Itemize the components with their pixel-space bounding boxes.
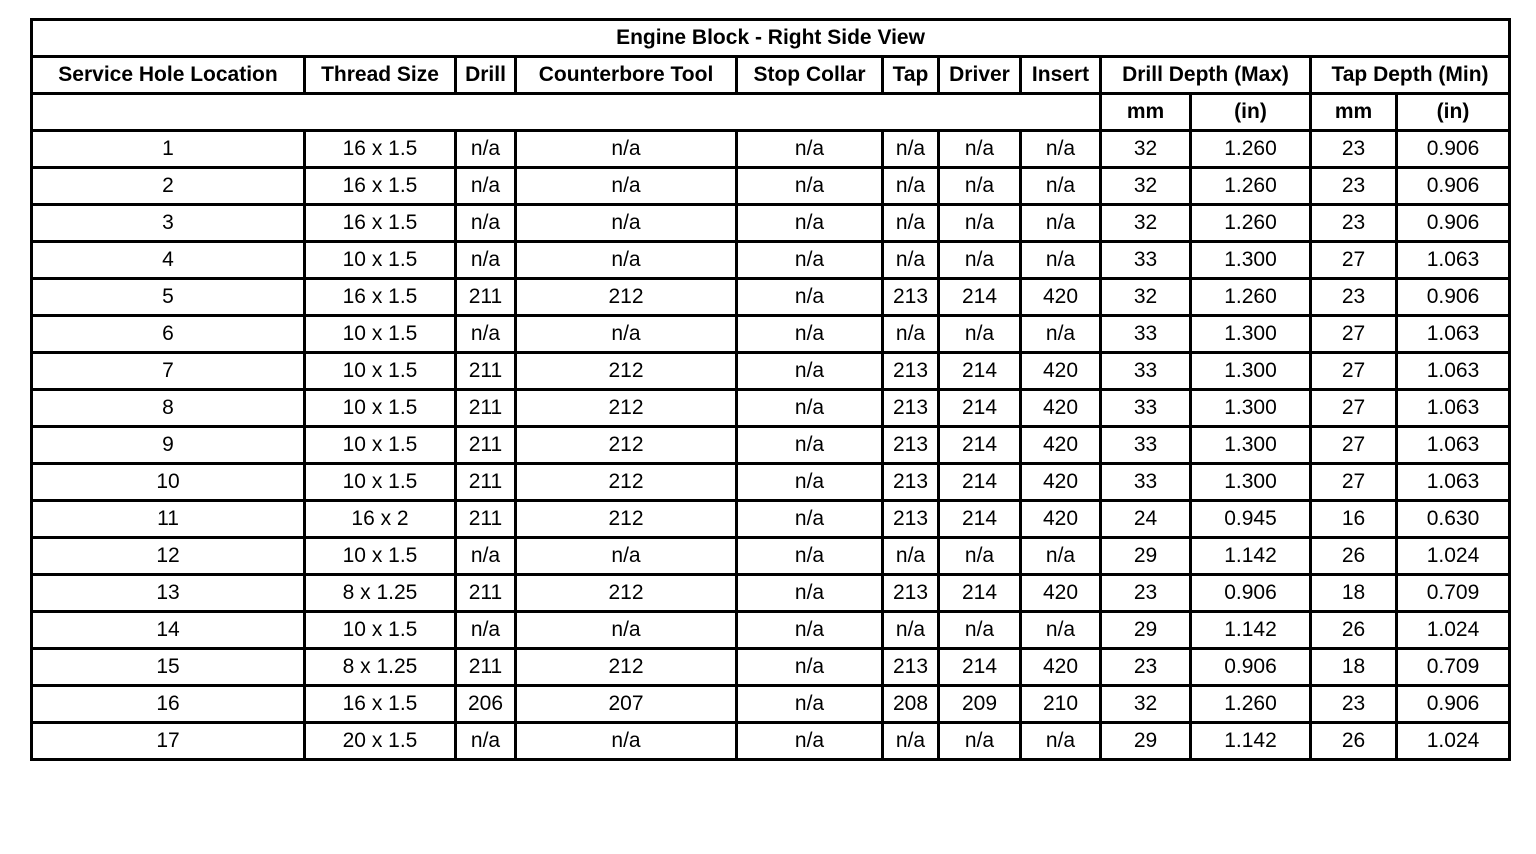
- tap-depth-in-cell: 1.063: [1397, 353, 1510, 390]
- drill-depth-in-cell: 1.300: [1191, 316, 1311, 353]
- service-hole-location-cell: 16: [32, 686, 305, 723]
- drill-depth-in-cell: 0.906: [1191, 649, 1311, 686]
- drill-depth-in-cell: 0.945: [1191, 501, 1311, 538]
- unit-tap-mm: mm: [1311, 94, 1397, 131]
- thread-size-cell: 10 x 1.5: [305, 242, 456, 279]
- stop-collar-cell: n/a: [737, 316, 883, 353]
- tap-depth-mm-cell: 27: [1311, 390, 1397, 427]
- counterbore-tool-cell: 212: [516, 427, 737, 464]
- engine-block-spec-table: [30, 18, 1511, 761]
- tap-depth-in-cell: 1.063: [1397, 464, 1510, 501]
- drill-cell: 211: [456, 575, 516, 612]
- drill-depth-mm-cell: 33: [1101, 464, 1191, 501]
- service-hole-location-cell: 5: [32, 279, 305, 316]
- tap-depth-mm-cell: 16: [1311, 501, 1397, 538]
- tap-depth-mm-cell: 27: [1311, 242, 1397, 279]
- drill-depth-mm-cell: 33: [1101, 427, 1191, 464]
- tap-cell: n/a: [883, 612, 939, 649]
- service-hole-location-cell: 2: [32, 168, 305, 205]
- driver-cell: 214: [939, 464, 1021, 501]
- thread-size-cell: 10 x 1.5: [305, 353, 456, 390]
- thread-size-cell: 10 x 1.5: [305, 612, 456, 649]
- tap-depth-in-cell: 0.630: [1397, 501, 1510, 538]
- drill-depth-mm-cell: 29: [1101, 612, 1191, 649]
- counterbore-tool-cell: 212: [516, 575, 737, 612]
- tap-depth-mm-cell: 23: [1311, 686, 1397, 723]
- tap-depth-in-cell: 0.906: [1397, 168, 1510, 205]
- drill-depth-mm-cell: 29: [1101, 538, 1191, 575]
- tap-depth-mm-cell: 26: [1311, 612, 1397, 649]
- thread-size-cell: 8 x 1.25: [305, 649, 456, 686]
- drill-cell: n/a: [456, 612, 516, 649]
- insert-cell: n/a: [1021, 612, 1101, 649]
- counterbore-tool-cell: n/a: [516, 205, 737, 242]
- drill-depth-mm-cell: 32: [1101, 279, 1191, 316]
- counterbore-tool-cell: 212: [516, 649, 737, 686]
- thread-size-cell: 10 x 1.5: [305, 464, 456, 501]
- col-header-insert: Insert: [1021, 57, 1101, 94]
- driver-cell: n/a: [939, 538, 1021, 575]
- table-row: [32, 649, 1510, 686]
- tap-cell: 213: [883, 464, 939, 501]
- tap-depth-mm-cell: 26: [1311, 538, 1397, 575]
- driver-cell: 209: [939, 686, 1021, 723]
- drill-cell: 211: [456, 390, 516, 427]
- service-hole-location-cell: 3: [32, 205, 305, 242]
- drill-depth-in-cell: 1.300: [1191, 242, 1311, 279]
- tap-cell: n/a: [883, 723, 939, 760]
- drill-depth-mm-cell: 24: [1101, 501, 1191, 538]
- drill-depth-in-cell: 1.300: [1191, 427, 1311, 464]
- thread-size-cell: 10 x 1.5: [305, 538, 456, 575]
- thread-size-cell: 16 x 1.5: [305, 168, 456, 205]
- tap-depth-in-cell: 1.063: [1397, 427, 1510, 464]
- stop-collar-cell: n/a: [737, 390, 883, 427]
- insert-cell: n/a: [1021, 723, 1101, 760]
- tap-depth-in-cell: 1.024: [1397, 723, 1510, 760]
- drill-depth-in-cell: 1.300: [1191, 390, 1311, 427]
- thread-size-cell: 16 x 1.5: [305, 131, 456, 168]
- driver-cell: 214: [939, 649, 1021, 686]
- drill-depth-in-cell: 1.300: [1191, 464, 1311, 501]
- thread-size-cell: 16 x 1.5: [305, 279, 456, 316]
- driver-cell: n/a: [939, 723, 1021, 760]
- tap-depth-mm-cell: 27: [1311, 316, 1397, 353]
- thread-size-cell: 16 x 2: [305, 501, 456, 538]
- thread-size-cell: 16 x 1.5: [305, 686, 456, 723]
- stop-collar-cell: n/a: [737, 242, 883, 279]
- table-row: [32, 353, 1510, 390]
- tap-depth-in-cell: 0.906: [1397, 279, 1510, 316]
- service-hole-location-cell: 7: [32, 353, 305, 390]
- drill-depth-mm-cell: 23: [1101, 575, 1191, 612]
- counterbore-tool-cell: n/a: [516, 131, 737, 168]
- drill-cell: n/a: [456, 538, 516, 575]
- counterbore-tool-cell: n/a: [516, 242, 737, 279]
- col-header-thread-size: Thread Size: [305, 57, 456, 94]
- drill-depth-in-cell: 1.142: [1191, 538, 1311, 575]
- tap-depth-in-cell: 0.709: [1397, 575, 1510, 612]
- drill-depth-mm-cell: 33: [1101, 353, 1191, 390]
- unit-drill-mm: mm: [1101, 94, 1191, 131]
- stop-collar-cell: n/a: [737, 353, 883, 390]
- service-hole-location-cell: 4: [32, 242, 305, 279]
- insert-cell: 420: [1021, 279, 1101, 316]
- stop-collar-cell: n/a: [737, 686, 883, 723]
- table-body: [32, 131, 1510, 760]
- insert-cell: 420: [1021, 427, 1101, 464]
- stop-collar-cell: n/a: [737, 538, 883, 575]
- tap-cell: n/a: [883, 168, 939, 205]
- drill-depth-in-cell: 1.260: [1191, 205, 1311, 242]
- col-header-driver: Driver: [939, 57, 1021, 94]
- tap-cell: n/a: [883, 538, 939, 575]
- col-header-service-hole-location: Service Hole Location: [32, 57, 305, 94]
- drill-cell: n/a: [456, 316, 516, 353]
- insert-cell: n/a: [1021, 168, 1101, 205]
- drill-depth-mm-cell: 32: [1101, 205, 1191, 242]
- insert-cell: n/a: [1021, 205, 1101, 242]
- counterbore-tool-cell: 212: [516, 279, 737, 316]
- service-hole-location-cell: 6: [32, 316, 305, 353]
- tap-depth-mm-cell: 23: [1311, 205, 1397, 242]
- col-header-tap-depth-min: Tap Depth (Min): [1311, 57, 1510, 94]
- tap-depth-mm-cell: 26: [1311, 723, 1397, 760]
- drill-cell: n/a: [456, 131, 516, 168]
- stop-collar-cell: n/a: [737, 723, 883, 760]
- insert-cell: n/a: [1021, 242, 1101, 279]
- table-row: [32, 723, 1510, 760]
- drill-cell: 211: [456, 649, 516, 686]
- unit-tap-in: (in): [1397, 94, 1510, 131]
- tap-depth-mm-cell: 18: [1311, 575, 1397, 612]
- drill-cell: n/a: [456, 723, 516, 760]
- insert-cell: 420: [1021, 390, 1101, 427]
- driver-cell: 214: [939, 427, 1021, 464]
- drill-depth-in-cell: 1.142: [1191, 612, 1311, 649]
- table-row: [32, 131, 1510, 168]
- tap-depth-in-cell: 0.709: [1397, 649, 1510, 686]
- units-row-blank: [32, 94, 1101, 131]
- header-row: [32, 57, 1510, 94]
- tap-cell: 213: [883, 575, 939, 612]
- table-row: [32, 242, 1510, 279]
- thread-size-cell: 16 x 1.5: [305, 205, 456, 242]
- stop-collar-cell: n/a: [737, 464, 883, 501]
- drill-depth-mm-cell: 32: [1101, 686, 1191, 723]
- driver-cell: n/a: [939, 612, 1021, 649]
- tap-depth-in-cell: 1.063: [1397, 242, 1510, 279]
- counterbore-tool-cell: 212: [516, 390, 737, 427]
- table-row: [32, 612, 1510, 649]
- counterbore-tool-cell: n/a: [516, 723, 737, 760]
- tap-depth-in-cell: 1.024: [1397, 612, 1510, 649]
- tap-depth-mm-cell: 23: [1311, 168, 1397, 205]
- table-row: [32, 538, 1510, 575]
- tap-cell: n/a: [883, 242, 939, 279]
- tap-cell: 213: [883, 501, 939, 538]
- drill-cell: 211: [456, 353, 516, 390]
- driver-cell: n/a: [939, 168, 1021, 205]
- thread-size-cell: 8 x 1.25: [305, 575, 456, 612]
- tap-cell: 213: [883, 279, 939, 316]
- thread-size-cell: 10 x 1.5: [305, 390, 456, 427]
- thread-size-cell: 10 x 1.5: [305, 427, 456, 464]
- table-row: [32, 390, 1510, 427]
- stop-collar-cell: n/a: [737, 575, 883, 612]
- driver-cell: 214: [939, 575, 1021, 612]
- col-header-stop-collar: Stop Collar: [737, 57, 883, 94]
- drill-cell: 211: [456, 279, 516, 316]
- driver-cell: 214: [939, 390, 1021, 427]
- driver-cell: 214: [939, 279, 1021, 316]
- drill-depth-in-cell: 1.260: [1191, 279, 1311, 316]
- tap-depth-mm-cell: 18: [1311, 649, 1397, 686]
- tap-depth-mm-cell: 27: [1311, 353, 1397, 390]
- table-row: [32, 427, 1510, 464]
- drill-cell: n/a: [456, 205, 516, 242]
- tap-cell: 213: [883, 353, 939, 390]
- tap-cell: 213: [883, 427, 939, 464]
- counterbore-tool-cell: 212: [516, 464, 737, 501]
- tap-cell: 213: [883, 649, 939, 686]
- service-hole-location-cell: 8: [32, 390, 305, 427]
- insert-cell: 420: [1021, 575, 1101, 612]
- service-hole-location-cell: 10: [32, 464, 305, 501]
- tap-cell: 213: [883, 390, 939, 427]
- service-hole-location-cell: 11: [32, 501, 305, 538]
- tap-cell: n/a: [883, 205, 939, 242]
- driver-cell: n/a: [939, 316, 1021, 353]
- driver-cell: n/a: [939, 242, 1021, 279]
- counterbore-tool-cell: n/a: [516, 538, 737, 575]
- tap-cell: n/a: [883, 316, 939, 353]
- counterbore-tool-cell: n/a: [516, 316, 737, 353]
- drill-depth-in-cell: 1.260: [1191, 686, 1311, 723]
- drill-depth-mm-cell: 23: [1101, 649, 1191, 686]
- insert-cell: n/a: [1021, 538, 1101, 575]
- drill-cell: 211: [456, 501, 516, 538]
- service-hole-location-cell: 15: [32, 649, 305, 686]
- driver-cell: n/a: [939, 131, 1021, 168]
- drill-depth-mm-cell: 32: [1101, 131, 1191, 168]
- title-row: [32, 20, 1510, 57]
- insert-cell: 420: [1021, 649, 1101, 686]
- drill-depth-mm-cell: 29: [1101, 723, 1191, 760]
- table-row: [32, 279, 1510, 316]
- table-row: [32, 686, 1510, 723]
- col-header-tap: Tap: [883, 57, 939, 94]
- tap-depth-mm-cell: 27: [1311, 464, 1397, 501]
- insert-cell: 420: [1021, 353, 1101, 390]
- service-hole-location-cell: 1: [32, 131, 305, 168]
- stop-collar-cell: n/a: [737, 649, 883, 686]
- unit-drill-in: (in): [1191, 94, 1311, 131]
- stop-collar-cell: n/a: [737, 501, 883, 538]
- col-header-drill-depth-max: Drill Depth (Max): [1101, 57, 1311, 94]
- tap-depth-in-cell: 0.906: [1397, 205, 1510, 242]
- stop-collar-cell: n/a: [737, 168, 883, 205]
- table-row: [32, 575, 1510, 612]
- drill-depth-mm-cell: 32: [1101, 168, 1191, 205]
- drill-cell: 206: [456, 686, 516, 723]
- service-hole-location-cell: 17: [32, 723, 305, 760]
- table-title: Engine Block - Right Side View: [32, 20, 1510, 57]
- counterbore-tool-cell: n/a: [516, 612, 737, 649]
- units-row: [32, 94, 1510, 131]
- tap-cell: n/a: [883, 131, 939, 168]
- counterbore-tool-cell: n/a: [516, 168, 737, 205]
- insert-cell: 420: [1021, 501, 1101, 538]
- drill-cell: 211: [456, 464, 516, 501]
- table-row: [32, 316, 1510, 353]
- stop-collar-cell: n/a: [737, 205, 883, 242]
- service-hole-location-cell: 14: [32, 612, 305, 649]
- drill-depth-in-cell: 0.906: [1191, 575, 1311, 612]
- tap-cell: 208: [883, 686, 939, 723]
- tap-depth-in-cell: 0.906: [1397, 131, 1510, 168]
- insert-cell: n/a: [1021, 131, 1101, 168]
- drill-cell: 211: [456, 427, 516, 464]
- driver-cell: 214: [939, 501, 1021, 538]
- tap-depth-in-cell: 0.906: [1397, 686, 1510, 723]
- table-row: [32, 205, 1510, 242]
- service-hole-location-cell: 9: [32, 427, 305, 464]
- counterbore-tool-cell: 212: [516, 353, 737, 390]
- driver-cell: n/a: [939, 205, 1021, 242]
- drill-depth-in-cell: 1.142: [1191, 723, 1311, 760]
- thread-size-cell: 20 x 1.5: [305, 723, 456, 760]
- stop-collar-cell: n/a: [737, 427, 883, 464]
- insert-cell: 420: [1021, 464, 1101, 501]
- tap-depth-in-cell: 1.063: [1397, 390, 1510, 427]
- tap-depth-in-cell: 1.024: [1397, 538, 1510, 575]
- stop-collar-cell: n/a: [737, 131, 883, 168]
- tap-depth-in-cell: 1.063: [1397, 316, 1510, 353]
- col-header-drill: Drill: [456, 57, 516, 94]
- table-row: [32, 464, 1510, 501]
- tap-depth-mm-cell: 23: [1311, 131, 1397, 168]
- service-hole-location-cell: 12: [32, 538, 305, 575]
- drill-depth-in-cell: 1.300: [1191, 353, 1311, 390]
- drill-cell: n/a: [456, 242, 516, 279]
- service-hole-location-cell: 13: [32, 575, 305, 612]
- driver-cell: 214: [939, 353, 1021, 390]
- drill-depth-mm-cell: 33: [1101, 316, 1191, 353]
- thread-size-cell: 10 x 1.5: [305, 316, 456, 353]
- drill-depth-mm-cell: 33: [1101, 390, 1191, 427]
- drill-depth-in-cell: 1.260: [1191, 168, 1311, 205]
- tap-depth-mm-cell: 27: [1311, 427, 1397, 464]
- drill-depth-in-cell: 1.260: [1191, 131, 1311, 168]
- table-row: [32, 168, 1510, 205]
- drill-depth-mm-cell: 33: [1101, 242, 1191, 279]
- stop-collar-cell: n/a: [737, 279, 883, 316]
- counterbore-tool-cell: 212: [516, 501, 737, 538]
- insert-cell: 210: [1021, 686, 1101, 723]
- col-header-counterbore-tool: Counterbore Tool: [516, 57, 737, 94]
- counterbore-tool-cell: 207: [516, 686, 737, 723]
- tap-depth-mm-cell: 23: [1311, 279, 1397, 316]
- table-row: [32, 501, 1510, 538]
- drill-cell: n/a: [456, 168, 516, 205]
- insert-cell: n/a: [1021, 316, 1101, 353]
- stop-collar-cell: n/a: [737, 612, 883, 649]
